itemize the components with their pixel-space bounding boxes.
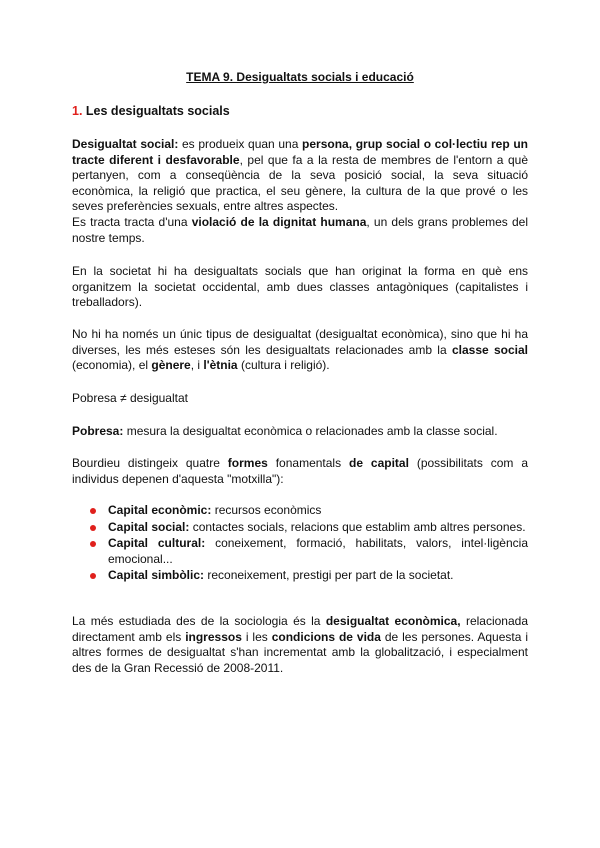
text-span: i les	[241, 629, 272, 644]
list-item	[90, 568, 528, 584]
paragraph-bourdieu	[72, 456, 528, 487]
list-item	[90, 520, 528, 536]
bold-span: persona, grup social o col·lectiu rep un tracte diferent i desfavorable	[72, 137, 529, 167]
list-item	[90, 536, 528, 567]
paragraph-pobresa-desigualtat: Pobresa ≠ desigualtat	[72, 391, 188, 405]
bullet-icon	[90, 508, 96, 514]
text-span: La més estudiada des de la sociologia és la	[72, 614, 326, 628]
text-span: , i	[190, 358, 204, 373]
document-title: TEMA 9. Desigualtats socials i educació	[186, 70, 414, 84]
text-span: , un dels grans problemes del nostre temps.	[72, 214, 528, 245]
text-span: fonamentals	[267, 456, 349, 470]
section-heading	[72, 104, 230, 118]
term-desigualtat-social: Desigualtat social:	[72, 137, 179, 151]
capital-name: Capital cultural:	[108, 536, 206, 551]
text-span: (economia), el	[72, 358, 152, 373]
text-span: Es tracta tracta d'una	[72, 214, 192, 229]
text-span: (possibilitats com a individus depenen d'aquesta "motxilla"):	[72, 456, 528, 486]
bold-span: condicions de vida	[271, 629, 381, 644]
text-span: relacionada directament amb els	[72, 614, 528, 644]
bold-span: classe social	[451, 342, 529, 357]
paragraph-societat: En la societat hi ha desigualtats socials que han originat la forma en què ens organitzem la societat occidental, amb dues classes antagòniques (capitalistes i treballadors).	[72, 264, 528, 310]
paragraph-pobresa	[72, 424, 528, 440]
bold-span: desigualtat econòmica,	[325, 614, 461, 628]
term-pobresa: Pobresa:	[72, 424, 124, 438]
bold-span: ingressos	[185, 629, 242, 644]
capital-desc: recursos econòmics	[211, 503, 322, 517]
paragraph-definition	[72, 137, 528, 246]
text-span: (cultura i religió).	[237, 358, 330, 373]
bold-span: gènere	[151, 358, 191, 373]
bullet-icon	[90, 541, 96, 547]
paragraph-desigualtat-economica	[72, 614, 528, 676]
text-span: de les persones. Aquesta i altres formes de desigualtat s'han incrementat amb la globalització, i especialment des de la Gran Recessió de 2008-2011.	[72, 629, 529, 675]
bullet-icon	[90, 573, 96, 579]
capital-desc: contactes socials, relacions que establim amb altres persones.	[189, 519, 526, 534]
text-span: , pel que fa a la resta de membres de l'entorn a què pertanyen, com a conseqüència de la seva posició social, la seva situació econòmica, la religió que practica, el seu gènere, la cultura de la que prové o les seves preferències sexuals, entre altres aspectes.	[72, 152, 528, 214]
text-span: Bourdieu distingeix quatre	[72, 456, 228, 470]
section-number: 1.	[72, 104, 83, 118]
text-span: mesura la desigualtat econòmica o relacionades amb la classe social.	[123, 424, 498, 438]
capital-list	[90, 503, 528, 585]
capital-desc: reconeixement, prestigi per part de la societat.	[204, 568, 454, 583]
bold-span: l'ètnia	[203, 358, 238, 373]
capital-name: Capital simbòlic:	[108, 568, 205, 583]
bullet-icon	[90, 525, 96, 531]
capital-name: Capital econòmic:	[108, 503, 212, 517]
bold-span: violació de la dignitat humana	[191, 214, 367, 229]
text-span: es produeix quan una	[178, 137, 303, 151]
capital-desc: coneixement, formació, habilitats, valors, intel·ligència emocional...	[108, 536, 528, 566]
capital-name: Capital social:	[108, 519, 190, 534]
section-label: Les desigualtats socials	[85, 104, 230, 118]
paragraph-tipus	[72, 327, 528, 374]
bold-span: de capital	[349, 456, 409, 470]
list-item	[90, 503, 528, 519]
bold-span: formes	[227, 456, 268, 470]
text-span: No hi ha només un únic tipus de desigualtat (desigualtat econòmica), sino que hi ha diverses, les més esteses són les desigualtats relacionades amb la	[72, 327, 528, 357]
